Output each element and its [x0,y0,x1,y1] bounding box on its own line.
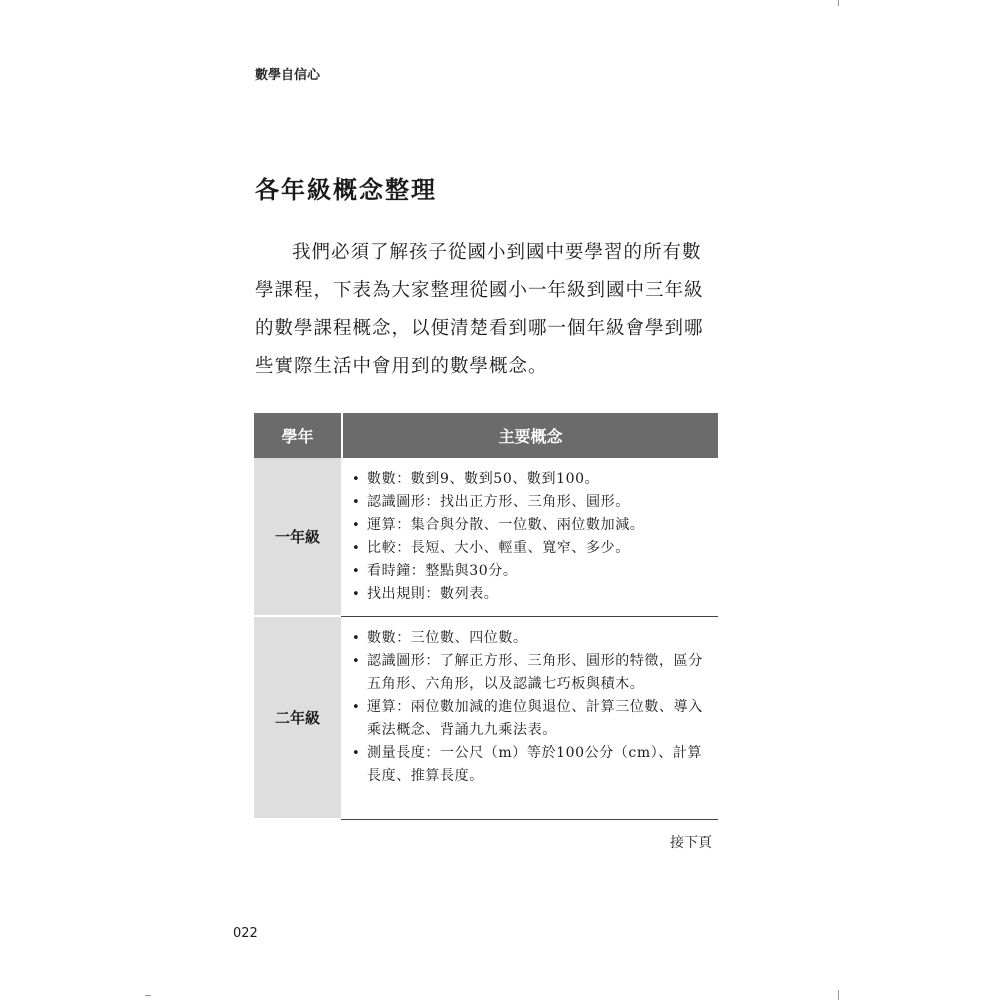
intro-paragraph: 我們必須了解孩子從國小到國中要學習的所有數學課程，下表為大家整理從國小一年級到國中三年級的數學課程概念，以便清楚看到哪一個年級會學到哪些實際生活中會用到的數學概念。 [255,242,704,377]
bullet-icon: • [352,746,361,761]
bullet-icon: • [352,631,361,646]
concept-text: 數數：三位數、四位數。 [367,630,528,646]
table-row-grade-2 [254,617,718,820]
crop-mark-top-right [838,0,839,6]
bullet-icon: • [352,654,361,669]
continue-next-page-label: 接下頁 [670,835,712,851]
concept-item [352,650,710,696]
concept-item [352,468,710,491]
concept-list [352,468,710,606]
year-cell: 一年級 [254,458,341,617]
concept-text: 運算：兩位數加減的進位與退位、計算三位數、導入乘法概念、背誦九九乘法表。 [367,699,703,738]
concept-item [352,537,710,560]
bullet-icon: • [352,541,361,556]
concept-text: 找出規則：數列表。 [367,586,499,602]
bullet-icon: • [352,495,361,510]
header-concepts: 主要概念 [498,427,563,446]
running-head: 數學自信心 [255,68,321,83]
bullet-icon: • [352,564,361,579]
bullet-icon: • [352,472,361,487]
concept-text: 運算：集合與分散、一位數、兩位數加減。 [367,517,645,533]
concept-list [352,627,710,788]
header-year: 學年 [254,413,343,458]
crop-mark-bottom-left [145,995,151,996]
crop-mark-bottom-right [838,990,839,1000]
concept-item [352,514,710,537]
bullet-icon: • [352,587,361,602]
concept-text: 認識圖形：找出正方形、三角形、圓形。 [367,494,630,510]
concept-item [352,627,710,650]
concept-text: 看時鐘：整點與30分。 [367,563,518,579]
table-header-row [254,413,718,458]
concept-text: 數數：數到9、數到50、數到100。 [367,471,600,487]
section-title: 各年級概念整理 [255,175,437,204]
concept-text: 認識圖形：了解正方形、三角形、圓形的特徵，區分五角形、六角形，以及認識七巧板與積木。 [367,653,703,692]
bullet-icon: • [352,518,361,533]
concept-text: 比較：長短、大小、輕重、寬窄、多少。 [367,540,630,556]
concept-item [352,583,710,606]
concept-cell [341,458,718,617]
grade-concepts-table [254,413,718,820]
concept-item [352,742,710,788]
page-number: 022 [233,926,258,941]
concept-item [352,560,710,583]
concept-cell [341,617,718,820]
table-row-grade-1 [254,458,718,617]
concept-item [352,491,710,514]
concept-text: 測量長度：一公尺（m）等於100公分（cm）、計算長度、推算長度。 [367,745,703,784]
concept-item [352,696,710,742]
bullet-icon: • [352,700,361,715]
year-cell: 二年級 [254,617,341,820]
